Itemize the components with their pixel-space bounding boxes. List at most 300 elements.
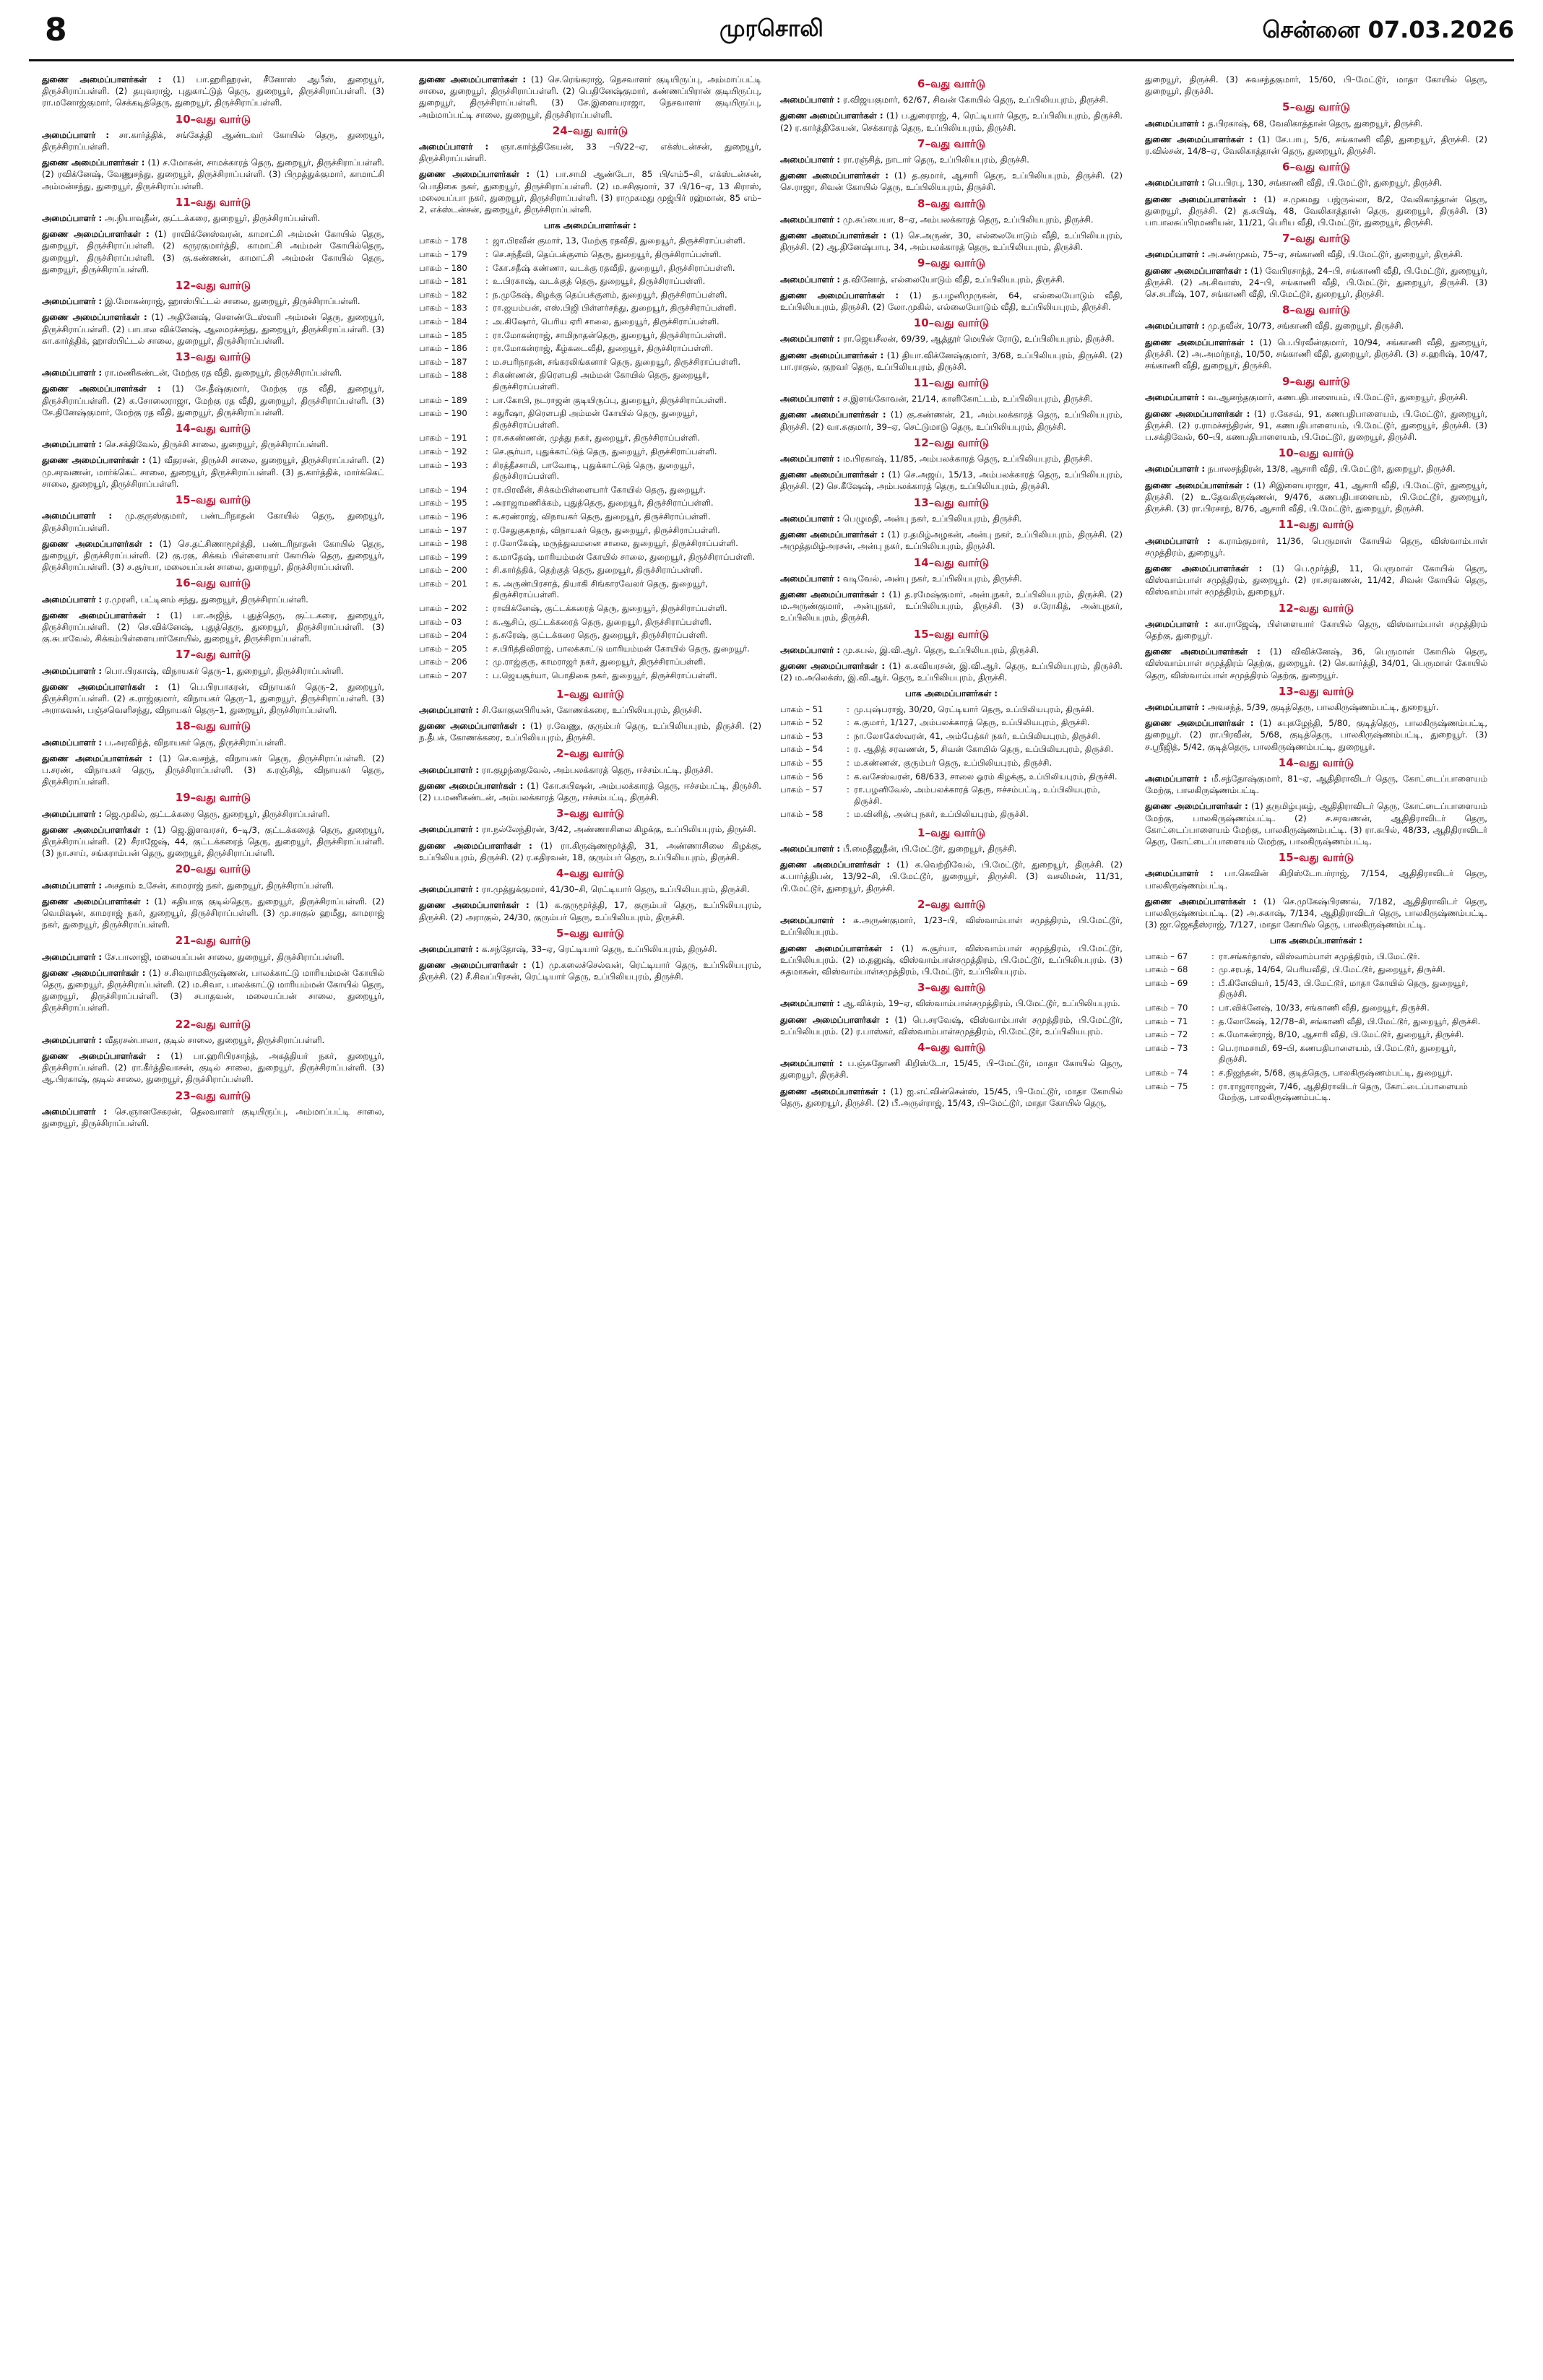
- booth-sep: :: [485, 356, 488, 367]
- entry-paragraph: [42, 665, 384, 677]
- ward-heading: 12–வது வார்டு: [1278, 601, 1354, 615]
- entry-paragraph: [419, 168, 761, 215]
- entry-text: ர.முரளி, பட்டினம் சந்து, துறையூர், திருச்சிராப்பள்ளி.: [104, 594, 308, 605]
- entry-role-label: துணை அமைப்பாளர்கள் :: [780, 230, 887, 241]
- entry-text: (1) பா.அஜித், புதுத்தெரு, குட்டகரை, துறையூர், திருச்சிராப்பள்ளி. (2) செ.விக்னேஷ், புதுத்தெரு, துறையூர், திருச்சிராப்பள்ளி. (3) கு.சுபாவேல், சிக்கம்பிள்ளையார்கோயில், துறையூர், திருச்சிராப்பள்ளி.: [42, 610, 384, 644]
- booth-sep: :: [485, 524, 488, 535]
- ward-heading: 15–வது வார்டு: [913, 627, 990, 641]
- entry-role-label: அமைப்பாளர் :: [1145, 868, 1214, 879]
- booth-number: பாகம் – 181: [419, 276, 467, 287]
- entry-text: ச.இளங்கோவன், 21/14, காளிகோட்டம், உப்பிலியபுரம், திருச்சி.: [842, 394, 1093, 404]
- booth-number: பாகம் – 55: [780, 757, 824, 768]
- entry-paragraph: [42, 824, 384, 860]
- booth-person: ச.பிரித்திவிராஜ், பாலக்காட்டு மாரியம்மன் கோயில் தெரு, துறையூர்.: [493, 643, 750, 654]
- entry-text: இ.மோகன்ராஜ், ஹாஸ்பிட்டல் சாலை, துறையூர், திருச்சிராப்பள்ளி.: [104, 296, 360, 307]
- entry-role-label: துணை அமைப்பாளர்கள் :: [42, 157, 145, 168]
- entry-role-label: துணை அமைப்பாளர்கள் :: [42, 74, 162, 85]
- entry-paragraph: [1145, 248, 1487, 260]
- entry-role-label: துணை அமைப்பாளர்கள் :: [42, 312, 147, 323]
- entry-text: ரா.நல்லேந்திரன், 3/42, அண்ணாசிலை கிழக்கு, உப்பிலியபுரம், திருச்சி.: [481, 824, 756, 835]
- booth-number: பாகம் – 202: [419, 603, 467, 614]
- booth-number: பாகம் – 184: [419, 316, 467, 326]
- booth-person: செ.சூர்யா, புதுக்காட்டுத் தெரு, துறையூர், திருச்சிராப்பள்ளி.: [493, 446, 717, 456]
- entry-paragraph: [1145, 800, 1487, 847]
- entry-paragraph: [1145, 867, 1487, 891]
- booth-sep: :: [1211, 1016, 1214, 1026]
- entry-paragraph: [42, 808, 384, 820]
- booth-person: ரா.மோகன்ராஜ், சாமிநாதன்தெரு, துறையூர், திருச்சிராப்பள்ளி.: [493, 329, 727, 340]
- entry-text: த.பிரகாஷ், 68, வேலிகாத்தான் தெரு, துறையூர், திருச்சி.: [1207, 118, 1423, 129]
- entry-text: (1) ரா.கிருஷ்ணமூர்த்தி, 31, அண்ணாசிலை கிழக்கு, உப்பிலியபுரம், திருச்சி. (2) ர.கதிரவன், 18, குரும்பர் தெரு, உப்பிலியபுரம், திருச்சி.: [419, 840, 761, 862]
- entry-paragraph: [42, 1050, 384, 1086]
- booth-person: ரா.பிரவீன், சிக்கம்பிள்ளையார் கோயில் தெரு, துறையூர்.: [493, 484, 706, 495]
- booth-row: [419, 460, 761, 485]
- entry-text: பெ.பிரபு, 130, சங்காணி வீதி, பி.மேட்டூர், துறையூர், திருச்சி.: [1207, 178, 1443, 189]
- booth-number: பாகம் – 204: [419, 630, 467, 641]
- entry-text: நபாலசந்திரன், 13/8, ஆசாரி வீதி, பி.மேட்டூர், துறையூர், திருச்சி.: [1207, 464, 1456, 475]
- entry-role-label: துணை அமைப்பாளர்கள் :: [780, 410, 886, 420]
- booth-sep: :: [485, 235, 488, 246]
- ward-heading: 9–வது வார்டு: [1282, 375, 1350, 389]
- ward-heading: 3–வது வார்டு: [917, 981, 985, 995]
- entry-paragraph: [42, 896, 384, 931]
- entry-paragraph: [780, 214, 1123, 225]
- entry-text: பெழுமதி, அன்பு நகர், உப்பிலியபுரம், திருச்சி.: [842, 513, 1022, 524]
- booth-sep: :: [1211, 1029, 1214, 1040]
- booth-row: [419, 395, 761, 409]
- entry-role-label: துணை அமைப்பாளர்கள் :: [42, 538, 153, 549]
- entry-paragraph: [42, 311, 384, 347]
- entry-paragraph: [780, 290, 1123, 313]
- booth-row: [1145, 1068, 1487, 1081]
- booth-row: [1145, 1029, 1487, 1043]
- booth-sep: :: [485, 394, 488, 405]
- entry-role-label: துணை அமைப்பாளர்கள் :: [780, 860, 891, 870]
- booth-person: த.சுரேஷ், குட்டக்கரை தெரு, துறையூர், திருச்சிராப்பள்ளி.: [493, 630, 709, 641]
- entry-paragraph: [780, 1086, 1123, 1109]
- entry-text: துறையூர், திருச்சி. (3) சுவசந்தகுமார், 15/60, பி–மேட்டூர், மாதா கோயில் தெரு, துறையூர், திருச்சி.: [1145, 74, 1487, 97]
- entry-paragraph: [42, 538, 384, 574]
- booth-row: [780, 771, 1123, 785]
- booth-row: [419, 316, 761, 330]
- ward-heading: 10–வது வார்டு: [913, 316, 990, 330]
- entry-role-label: அமைப்பாளர் :: [780, 454, 841, 464]
- booth-row: [1145, 1081, 1487, 1106]
- booth-person: ம.கண்ணன், குரும்பர் தெரு, உப்பிலியபுரம், திருச்சி.: [854, 757, 1053, 768]
- booth-number: பாகம் – 183: [419, 303, 467, 313]
- booth-sep: :: [485, 630, 488, 641]
- entry-text: வ.ஆனந்தகுமார், கணபதிபாளையம், பி.மேட்டூர், துறையூர், திருச்சி.: [1207, 392, 1469, 403]
- entry-role-label: துணை அமைப்பாளர்கள் :: [42, 1051, 160, 1062]
- booth-row: [780, 809, 1123, 823]
- booth-sep: :: [1211, 1067, 1214, 1078]
- ward-heading: 15–வது வார்டு: [1278, 851, 1354, 865]
- entry-paragraph: [419, 704, 761, 716]
- entry-text: (1) வேபிரசாந்த், 24–பி, சங்காணி வீதி, பி.மேட்டூர், துறையூர், திருச்சி. (2) அ.சிவாஸ், 24–பி, சங்காணி வீதி, பி.மேட்டூர், துறையூர், திருச்சி. (3) செ.சபரீஷ், 107, சங்காணி வீதி, பி.மேட்டூர், துறையூர், திருச்சி.: [1145, 265, 1487, 300]
- entry-text: ஞா.கார்த்திகேயன், 33 –பி/22–ஏ, எக்ஸ்டன்சன், துறையூர், திருச்சிராப்பள்ளி.: [419, 142, 761, 164]
- entry-role-label: துணை அமைப்பாளர்கள் :: [42, 229, 150, 240]
- entry-text: (1) தருமிழ்புகழ், ஆதிதிராவிடர் தெரு, கோட்டைப்பாளையம் மேற்கு, பாலகிருஷ்ணம்பட்டி. (2) ச.சரவணன், ஆதிதிராவிடர் தெரு, கோட்டைப்பாளையம் மேற்கு, பாலகிருஷ்ணம்பட்டி. (3) ரா.சுபில், 48/33, ஆதிதிராவிடர் தெரு, கோட்டைப்பாளையம் மேற்கு, பாலகிருஷ்ணம்பட்டி.: [1145, 801, 1487, 847]
- booth-row: [419, 630, 761, 644]
- booth-person: அராஜாமணிக்கம், புதுத்தெரு, துறையூர், திருச்சிராப்பள்ளி.: [493, 498, 714, 509]
- booth-person: ரா.மோகன்ராஜ், கீழ்கடைவீதி, துறையூர், திருச்சிராப்பள்ளி.: [493, 343, 714, 354]
- entry-role-label: துணை அமைப்பாளர்கள் :: [419, 900, 530, 911]
- booth-number: பாகம் – 207: [419, 670, 467, 681]
- booth-number: பாகம் – 178: [419, 235, 467, 246]
- booth-number: பாகம் – 72: [1145, 1029, 1188, 1040]
- booth-number: பாகம் – 190: [419, 408, 467, 419]
- ward-heading: 14–வது வார்டு: [175, 422, 251, 436]
- ward-heading: 14–வது வார்டு: [913, 555, 990, 569]
- entry-role-label: துணை அமைப்பாளர்கள் :: [1145, 646, 1261, 657]
- entry-role-label: அமைப்பாளர் :: [42, 368, 103, 378]
- entry-paragraph: [1145, 74, 1487, 97]
- booth-sep: :: [1211, 977, 1214, 988]
- booth-person: க.மோகன்ராஜ், 8/10, ஆசாரி வீதி, பி.மேட்டூர், துறையூர், திருச்சி.: [1219, 1029, 1464, 1040]
- booth-row: [419, 446, 761, 460]
- entry-paragraph: [1145, 391, 1487, 403]
- entry-text: (1) த.குமார், ஆசாரி தெரு, உப்பிலியபுரம், திருச்சி. (2) செ.ராஜா, சிவன் கோயில் தெரு, உப்பிலியபுரம், திருச்சி.: [780, 170, 1123, 193]
- entry-paragraph: [780, 513, 1123, 524]
- entry-role-label: துணை அமைப்பாளர்கள் :: [42, 753, 152, 763]
- booth-row: [419, 249, 761, 263]
- ward-heading: 13–வது வார்டு: [175, 350, 251, 364]
- entry-text: ரா.குழந்தைவேல், அம்பலக்காரத் தெரு, ஈச்சம்பட்டி, திருச்சி.: [481, 764, 714, 775]
- booth-person: பா.விக்னேஷ், 10/33, சங்காணி வீதி, துறையூர், திருச்சி.: [1219, 1002, 1430, 1013]
- ward-heading: 15–வது வார்டு: [175, 493, 251, 507]
- ward-heading: 20–வது வார்டு: [175, 862, 251, 876]
- booth-sep: :: [847, 771, 850, 782]
- entry-role-label: துணை அமைப்பாளர்கள் :: [1145, 408, 1250, 419]
- entry-paragraph: [42, 438, 384, 450]
- entry-role-label: அமைப்பாளர் :: [780, 214, 841, 225]
- entry-role-label: துணை அமைப்பாளர்கள் :: [1145, 265, 1248, 276]
- booth-number: பாகம் – 186: [419, 343, 467, 354]
- entry-paragraph: [780, 170, 1123, 193]
- entry-paragraph: [42, 951, 384, 963]
- entry-paragraph: [1145, 134, 1487, 157]
- booth-sep: :: [485, 343, 488, 354]
- entry-paragraph: [780, 998, 1123, 1009]
- entry-role-label: துணை அமைப்பாளர்கள் :: [419, 780, 524, 791]
- entry-paragraph: [42, 1106, 384, 1129]
- entry-role-label: துணை அமைப்பாளர்கள் :: [1145, 718, 1254, 729]
- booth-table: [419, 235, 761, 683]
- entry-text: (1) த.பழனிமுருகன், 64, எல்லையோடும் வீதி, உப்பிலியபுரம், திருச்சி. (2) லோ.முகில், எல்லையோடும் வீதி, உப்பிலியபுரம், திருச்சி.: [780, 290, 1123, 313]
- masthead: [0, 0, 1543, 58]
- booth-sep: :: [485, 262, 488, 273]
- ward-heading: 6–வது வார்டு: [1282, 160, 1350, 174]
- entry-role-label: துணை அமைப்பாளர்கள் :: [1145, 480, 1250, 490]
- booth-number: பாகம் – 70: [1145, 1002, 1188, 1013]
- entry-text: (1) ர.கேசவ், 91, கணபதிபாளையம், பி.மேட்டூர், துறையூர், திருச்சி. (2) ர.ராமச்சந்திரன், 91, கணபதிபாளையம், பி.மேட்டூர், துறையூர், திருச்சி. (3) ப.சக்திவேல், 60–பி, கணபதிபாளையம், பி.மேட்டூர், துறையூர், திருச்சி.: [1145, 408, 1487, 443]
- booth-person: ர.லோகேஷ், மருத்துவமனை சாலை, துறையூர், திருச்சிராப்பள்ளி.: [493, 538, 738, 549]
- entry-role-label: அமைப்பாளர் :: [42, 951, 103, 962]
- entry-paragraph: [42, 74, 384, 109]
- booth-sep: :: [485, 446, 488, 456]
- booth-person: அ.கிஷோர், பெரிய ஏரி சாலை, துறையூர், திருச்சிராப்பள்ளி.: [493, 316, 719, 326]
- entry-role-label: அமைப்பாளர் :: [42, 213, 103, 224]
- ward-heading: 11–வது வார்டு: [913, 376, 990, 390]
- booth-person: த.லோகேஷ், 12/78–சி, சங்காணி வீதி, பி.மேட்டூர், துறையூர், திருச்சி.: [1219, 1016, 1481, 1026]
- booth-sep: :: [485, 511, 488, 522]
- entry-role-label: அமைப்பாளர் :: [42, 296, 103, 307]
- entry-role-label: அமைப்பாளர் :: [1145, 464, 1206, 475]
- entry-text: (1) ர.வேணு, குரும்பர் தெரு, உப்பிலியபுரம், திருச்சி. (2) ந.தீபக், கோணக்கரை, உப்பிலியபுரம், திருச்சி.: [419, 721, 761, 743]
- entry-text: அ.நியாவுதீன், குட்டக்கரை, துறையூர், திருச்சிராப்பள்ளி.: [104, 213, 321, 224]
- entry-paragraph: [1145, 717, 1487, 753]
- entry-paragraph: [42, 228, 384, 275]
- entry-role-label: அமைப்பாளர் :: [42, 737, 103, 748]
- entry-text: (1) கதியாகு குடில்தெரு, துறையூர், திருச்சிராப்பள்ளி. (2) வெமிஷன், காமராஜ் நகர், துறையூர், திருச்சிராப்பள்ளி. (3) மு.சாகுல் ஹமீது, காமராஜ் நகர், துறையூர், திருச்சிராப்பள்ளி.: [42, 896, 384, 930]
- booth-person: க.மாதேஷ், மாரியம்மன் கோயில் சாலை, துறையூர், திருச்சிராப்பள்ளி.: [493, 551, 756, 562]
- ward-heading: 1–வது வார்டு: [917, 826, 985, 839]
- entry-role-label: அமைப்பாளர் :: [1145, 618, 1209, 629]
- booth-row: [419, 670, 761, 684]
- entry-paragraph: [42, 610, 384, 645]
- entry-text: (1) ஐ.எட்வின்சென்ஸ், 15/45, பி–மேட்டூர், மாதா கோயில் தெரு, துறையூர், திருச்சி. (2) பீ.அருள்ராஜ், 15/43, பி–மேட்டூர், மாதா கோயில் தெரு,: [780, 1086, 1123, 1108]
- entry-paragraph: [419, 943, 761, 955]
- entry-role-label: துணை அமைப்பாளர்கள் :: [780, 589, 885, 600]
- entry-paragraph: [42, 737, 384, 748]
- booth-row: [419, 303, 761, 316]
- entry-text: ப.ஞ்சுதோணி கிறிஸ்டோ, 15/45, பி–மேட்டூர், மாதா கோயில் தெரு, துறையூர், திருச்சி.: [780, 1058, 1123, 1081]
- booth-number: பாகம் – 188: [419, 370, 467, 381]
- entry-text: (1) பெ.பிரபாகரன், விநாயகர் தெரு–2, துறையூர், திருச்சிராப்பள்ளி. (2) க.ராஜ்குமார், விநாயகர் தெரு–1, துறையூர், திருச்சிராப்பள்ளி. (3) அராசுவன், பஞ்சவெளிசந்து, விநாயகர் தெரு–1, துறையூர், திருச்சிராப்பள்ளி.: [42, 681, 384, 716]
- booth-row: [780, 704, 1123, 718]
- booth-person: மு.ராஜ்குரு, காமராஜர் நகர், துறையூர், திருச்சிராப்பள்ளி.: [493, 657, 706, 667]
- section-subheading: பாக அமைப்பாளர்கள் :: [1270, 935, 1362, 946]
- entry-text: த.வினோத், எல்லையோடும் வீதி, உப்பிலியபுரம், திருச்சி.: [842, 274, 1066, 285]
- entry-role-label: அமைப்பாளர் :: [419, 824, 480, 835]
- booth-row: [419, 644, 761, 657]
- booth-sep: :: [847, 717, 850, 728]
- booth-number: பாகம் – 205: [419, 643, 467, 654]
- booth-sep: :: [485, 329, 488, 340]
- booth-number: பாகம் – 191: [419, 433, 467, 443]
- ward-heading: 1–வது வார்டு: [556, 687, 624, 701]
- entry-role-label: துணை அமைப்பாளர்கள் :: [780, 469, 885, 480]
- entry-text: கா.ராஜேஷ், பிள்ளையார் கோயில் தெரு, விஸ்வாம்பாள் சமுத்திரம் தெற்கு, துறையூர்.: [1145, 618, 1487, 641]
- booth-number: பாகம் – 192: [419, 446, 467, 456]
- booth-row: [419, 579, 761, 603]
- booth-person: சதுரீஷா, திரௌபதி அம்மன் கோயில் தெரு, துறையூர், திருச்சிராப்பள்ளி.: [493, 408, 698, 430]
- entry-paragraph: [780, 94, 1123, 105]
- entry-text: (1) வீதரசன், திருச்சி சாலை, துறையூர், திருச்சிராப்பள்ளி. (2) மு.சரவணன், மார்க்கெட் சாலை, துறையூர், திருச்சிராப்பள்ளி. (3) த.கார்த்திக், மார்க்கெட் சாலை, துறையூர், திருச்சிராப்பள்ளி.: [42, 455, 384, 489]
- booth-sep: :: [485, 670, 488, 681]
- booth-row: [419, 276, 761, 290]
- booth-number: பாகம் – 69: [1145, 977, 1188, 988]
- booth-person: கோ.சதீஷ் கண்ணா, வடக்கு ரதவீதி, துறையூர், திருச்சிராப்பள்ளி.: [493, 262, 735, 273]
- entry-text: (1) க.வெற்றிவேல், பி.மேட்டூர், துறையூர், திருச்சி. (2) க.பார்த்திபன், 13/92–சி, பி.மேட்டூர், துறையூர், திருச்சி. (3) வசலிமன், 11/31, பி.மேட்டூர், துறையூர், திருச்சி.: [780, 860, 1123, 893]
- entry-text: (1) செ.வசந்த், விநாயகர் தெரு, திருச்சிராப்பள்ளி. (2) ப.சரண், விநாயகர் தெரு, திருச்சிராப்பள்ளி. (3) க.ரஞ்சித், விநாயகர் தெரு, திருச்சிராப்பள்ளி.: [42, 753, 384, 787]
- entry-text: ரா.ஜெயசீலன், 69/39, ஆத்தூர் மெயின் ரோடு, உப்பிலியபுரம், திருச்சி.: [842, 334, 1115, 345]
- booth-number: பாகம் – 53: [780, 730, 824, 741]
- booth-row: [419, 538, 761, 552]
- booth-person: ஜா.பிரவீன் குமார், 13, மேற்கு ரதவீதி, துறையூர், திருச்சிராப்பள்ளி.: [493, 235, 745, 246]
- booth-person: செ.சந்தீவி, தெப்பக்குளம் தெரு, துறையூர், திருச்சிராப்பள்ளி.: [493, 249, 722, 260]
- entry-paragraph: [42, 1034, 384, 1046]
- entry-role-label: அமைப்பாளர் :: [1145, 178, 1206, 189]
- entry-role-label: அமைப்பாளர் :: [780, 394, 841, 404]
- entry-paragraph: [419, 823, 761, 835]
- ward-heading: 10–வது வார்டு: [1278, 446, 1354, 460]
- entry-text: (1) செ.முகேஷ்பிரணவ், 7/182, ஆதிதிராவிடர் தெரு, பாலகிருஷ்ணம்பட்டி. (2) அ.சுகாஷ், 7/134, ஆதிதிராவிடர் தெரு, பாலகிருஷ்ணம்பட்டி. (3) ஜா.ஜெகதீஸ்ராஜ், 7/127, மாதா கோயில் தெரு, பாலகிருஷ்ணம்பட்டி.: [1145, 896, 1487, 930]
- entry-paragraph: [780, 110, 1123, 133]
- entry-text: (1) பா.ஹரிஹரன், சீனோஸ் ஆபீஸ், துறையூர், திருச்சிராப்பள்ளி. (2) தயுவராஜ், புதுகாட்டுத் தெரு, துறையூர், திருச்சிராப்பள்ளி. (3) ரா.மனோஜ்குமார், செக்கடித்தெரு, துறையூர், திருச்சிராப்பள்ளி.: [42, 74, 384, 108]
- booth-sep: :: [485, 643, 488, 654]
- column-3: [780, 74, 1123, 2363]
- entry-text: (1) விவிக்னேஷ், 36, பெருமாள் கோயில் தெரு, விஸ்வாம்பாள் சமுத்திரம் தெற்கு, துறையூர். (2) செ.கார்த்தி, 34/01, பெருமாள் கோயில் தெரு, விஸ்வாம்பாள் சமுத்திரம் தெற்கு, துறையூர்.: [1145, 646, 1487, 680]
- entry-paragraph: [42, 967, 384, 1014]
- entry-text: செ.ஞானசேகரன், தெலவாளர் குடியிருப்பு, அம்மாப்பட்டி சாலை, துறையூர், திருச்சிராப்பள்ளி.: [42, 1106, 384, 1129]
- booth-row: [419, 330, 761, 344]
- entry-text: (1) த.ரமேஷ்குமார், அன்புநகர், உப்பிலியபுரம், திருச்சி. (2) ம.அருண்குமார், அன்புநகர், உப்பிலியபுரம், திருச்சி. (3) ச.ரோகித், அன்புநகர், உப்பிலியபுரம், திருச்சி.: [780, 589, 1123, 623]
- section-subheading: பாக அமைப்பாளர்கள் :: [544, 220, 636, 231]
- booth-row: [419, 485, 761, 498]
- entry-role-label: அமைப்பாளர் :: [42, 1106, 108, 1117]
- entry-paragraph: [419, 883, 761, 895]
- booth-row: [419, 343, 761, 357]
- entry-paragraph: [1145, 896, 1487, 931]
- entry-role-label: அமைப்பாளர் :: [780, 334, 841, 345]
- entry-paragraph: [1145, 265, 1487, 300]
- entry-paragraph: [780, 573, 1123, 584]
- entry-role-label: அமைப்பாளர் :: [780, 573, 841, 584]
- entry-text: (1) கோ.சுபிஷன், அம்பலக்காரத் தெரு, ஈச்சம்பட்டி, திருச்சி. (2) ப.மணிகண்டன், அம்பலக்காரத் தெரு, ஈச்சம்பட்டி, திருச்சி.: [419, 780, 761, 803]
- entry-role-label: அமைப்பாளர் :: [780, 915, 846, 926]
- entry-paragraph: [780, 230, 1123, 253]
- ward-heading: 7–வது வார்டு: [1282, 232, 1350, 246]
- booth-person: ம.சபரிநாதன், சங்கரலிங்கனார் தெரு, துறையூர், திருச்சிராப்பள்ளி.: [493, 356, 741, 367]
- entry-role-label: துணை அமைப்பாளர்கள் :: [780, 1014, 889, 1025]
- entry-paragraph: [42, 681, 384, 717]
- ward-heading: 22–வது வார்டு: [175, 1017, 251, 1031]
- entry-text: மு.நவீன், 10/73, சங்காணி வீதி, துறையூர், திருச்சி.: [1207, 321, 1404, 332]
- booth-sep: :: [485, 657, 488, 667]
- booth-row: [419, 357, 761, 371]
- booth-number: பாகம் – 58: [780, 809, 824, 820]
- entry-role-label: துணை அமைப்பாளர்கள் :: [419, 960, 527, 971]
- booth-number: பாகம் – 68: [1145, 964, 1188, 975]
- booth-row: [780, 784, 1123, 809]
- entry-text: வடிவேல், அன்பு நகர், உப்பிலியபுரம், திருச்சி.: [842, 573, 1022, 584]
- booth-person: ரா.ராஜாராஜன், 7/46, ஆதிதிராவிடர் தெரு, கோட்டைப்பாளையம் மேற்கு, பாலகிருஷ்ணம்பட்டி.: [1219, 1081, 1468, 1103]
- entry-role-label: அமைப்பாளர் :: [780, 1058, 843, 1069]
- ward-heading: 13–வது வார்டு: [1278, 684, 1354, 698]
- booth-row: [419, 408, 761, 433]
- entry-role-label: துணை அமைப்பாளர்கள் :: [780, 170, 889, 181]
- entry-paragraph: [780, 644, 1123, 656]
- entry-text: (1) செ.தட்சிணாமூர்த்தி, பண்டரிநாதன் கோயில் தெரு, துறையூர், திருச்சிராப்பள்ளி. (2) கு.ரகு, சிக்கம் பிள்ளையார் கோயில் தெரு, துறையூர், திருச்சிராப்பள்ளி. (3) ச.சூர்யா, மலையப்பன் சாலை, துறையூர், திருச்சிராப்பள்ளி.: [42, 538, 384, 573]
- ward-heading: 12–வது வார்டு: [913, 436, 990, 449]
- entry-text: ரா.மணிகண்டன், மேற்கு ரத வீதி, துறையூர், திருச்சிராப்பள்ளி.: [104, 368, 342, 378]
- ward-heading: 18–வது வார்டு: [175, 719, 251, 733]
- booth-number: பாகம் – 197: [419, 524, 467, 535]
- booth-number: பாகம் – 199: [419, 551, 467, 562]
- booth-row: [419, 525, 761, 539]
- entry-paragraph: [1145, 646, 1487, 681]
- column-2: [419, 74, 761, 2363]
- entry-text: பொ.பிரகாஷ், விநாயகர் தெரு–1, துறையூர், திருச்சிராப்பள்ளி.: [104, 665, 344, 676]
- booth-person: பீ.கிளேவியர், 15/43, பி.மேட்டூர், மாதா கோயில் தெரு, துறையூர், திருச்சி.: [1219, 977, 1469, 1000]
- booth-number: பாகம் – 194: [419, 484, 467, 495]
- entry-role-label: அமைப்பாளர் :: [1145, 773, 1207, 784]
- booth-sep: :: [485, 316, 488, 326]
- booth-table: [780, 704, 1123, 823]
- entry-text: செ.சக்திவேல், திருச்சி சாலை, துறையூர், திருச்சிராப்பள்ளி.: [104, 439, 329, 450]
- booth-row: [419, 603, 761, 617]
- entry-text: ரா.ரஞ்சித், நாடார் தெரு, உப்பிலியபுரம், திருச்சி.: [842, 155, 1029, 165]
- entry-role-label: துணை அமைப்பாளர்கள் :: [780, 111, 883, 121]
- entry-text: சா.கார்த்திக், சங்கேத்தி ஆண்டவர் கோயில் தெரு, துறையூர், திருச்சிராப்பள்ளி.: [42, 129, 384, 152]
- entry-paragraph: [42, 454, 384, 490]
- booth-sep: :: [485, 408, 488, 419]
- entry-paragraph: [1145, 463, 1487, 475]
- booth-number: பாகம் – 193: [419, 459, 467, 470]
- entry-role-label: அமைப்பாளர் :: [1145, 701, 1206, 712]
- booth-person: க.வசேஸ்வரன், 68/633, சாலை ஓரம் கிழக்கு, உப்பிலியபுரம், திருச்சி.: [854, 771, 1118, 782]
- booth-sep: :: [485, 303, 488, 313]
- booth-row: [419, 657, 761, 670]
- entry-text: (1) பெ.பிரவீன்குமார், 10/94, சங்காணி வீதி, துறையூர், திருச்சி. (2) அ.அமர்நாத், 10/50, சங்காணி வீதி, துறையூர், திருச்சி. (3) ச.ஹரிஷ், 10/47, சங்காணி வீதி, துறையூர், திருச்சி.: [1145, 337, 1487, 371]
- booth-person: க. அருண்பிரசாத், தியாகி சிங்காரவேலர் தெரு, துறையூர், திருச்சிராப்பள்ளி.: [493, 578, 709, 600]
- booth-number: பாகம் – 196: [419, 511, 467, 522]
- entry-role-label: அமைப்பாளர் :: [419, 884, 480, 895]
- booth-person: பா.கோபி, நடராஜன் குடியிருப்பு, துறையூர், திருச்சிராப்பள்ளி.: [493, 394, 727, 405]
- booth-row: [419, 617, 761, 631]
- ward-heading: 5–வது வார்டு: [556, 926, 624, 940]
- entry-role-label: அமைப்பாளர் :: [780, 274, 841, 285]
- booth-person: ராவிக்னேஷ், குட்டக்கரைத் தெரு, துறையூர், திருச்சிராப்பள்ளி.: [493, 603, 727, 614]
- booth-person: ரா.ஜயம்பன், எஸ்.பிஜி பிள்ளர்சந்து, துறையூர், திருச்சிராப்பள்ளி.: [493, 303, 737, 313]
- booth-number: பாகம் – 201: [419, 578, 467, 589]
- entry-text: (1) செ.அஜய், 15/13, அம்பலக்காரத் தெரு, உப்பிலியபுரம், திருச்சி. (2) செ.கீஷேஷ், அம்பலக்காரத் தெரு, உப்பிலியபுரம், திருச்சி.: [780, 469, 1123, 492]
- entry-text: மு.சுபல், இ.வி.ஆர். தெரு, உப்பிலியபுரம், திருச்சி.: [842, 644, 1040, 655]
- booth-row: [1145, 1043, 1487, 1068]
- booth-number: பாகம் – 189: [419, 394, 467, 405]
- entry-paragraph: [1145, 618, 1487, 641]
- entry-text: மு.குருஸ்குமார், பண்டரிநாதன் கோயில் தெரு, துறையூர், திருச்சிராப்பள்ளி.: [42, 511, 384, 533]
- section-subheading: பாக அமைப்பாளர்கள் :: [905, 688, 998, 699]
- booth-sep: :: [485, 276, 488, 287]
- entry-paragraph: [42, 383, 384, 418]
- booth-number: பாகம் – 51: [780, 704, 824, 714]
- booth-person: ம.வினித், அன்பு நகர், உப்பிலியபுரம், திருச்சி.: [854, 809, 1029, 820]
- entry-text: ர.விஜயகுமார், 62/67, சிவன் கோயில் தெரு, உப்பிலியபுரம், திருச்சி.: [842, 95, 1109, 105]
- booth-sep: :: [847, 730, 850, 741]
- entry-role-label: அமைப்பாளர் :: [780, 998, 841, 1009]
- booth-number: பாகம் – 198: [419, 538, 467, 549]
- booth-row: [1145, 1016, 1487, 1030]
- entry-paragraph: [42, 753, 384, 788]
- booth-row: [419, 511, 761, 525]
- entry-role-label: துணை அமைப்பாளர்கள் :: [780, 660, 886, 671]
- entry-text: (1) க.சுவியரசன், இ.வி.ஆர். தெரு, உப்பிலியபுரம், திருச்சி. (2) ம.அலெக்ஸ், இ.வி.ஆர். தெரு, உப்பிலியபுரம், திருச்சி.: [780, 660, 1123, 683]
- booth-number: பாகம் – 75: [1145, 1081, 1188, 1091]
- booth-person: நா.லோகேஸ்வரன், 41, அம்பேத்கர் நகர், உப்பிலியபுரம், திருச்சி.: [854, 730, 1101, 741]
- entry-role-label: துணை அமைப்பாளர்கள் :: [1145, 134, 1253, 144]
- booth-person: ச.நிஜந்தன், 5/68, குடித்தெரு, பாலகிருஷ்ணம்பட்டி, துறையூர்.: [1219, 1067, 1453, 1078]
- booth-sep: :: [485, 565, 488, 576]
- entry-text: (1) ப.துரைராஜ், 4, ரெட்டியார் தெரு, உப்பிலியபுரம், திருச்சி. (2) ர.கார்த்திகேயன், செக்காரத் தெரு, உப்பிலியபுரம், திருச்சி.: [780, 111, 1123, 133]
- booth-number: பாகம் – 67: [1145, 951, 1188, 961]
- entry-role-label: அமைப்பாளர் :: [780, 95, 841, 105]
- entry-text: (1) பா.ஹரிபிரசாந்த், அகத்தியர் நகர், துறையூர், திருச்சிராப்பள்ளி. (2) ரா.கீர்த்திவாசன், குடில் சாலை, துறையூர், திருச்சிராப்பள்ளி. (3) ஆ.பிரகாஷ், குடில் சாலை, துறையூர், திருச்சிராப்பள்ளி.: [42, 1051, 384, 1085]
- entry-paragraph: [42, 594, 384, 605]
- ward-heading: 14–வது வார்டு: [1278, 756, 1354, 769]
- booth-sep: :: [1211, 1081, 1214, 1091]
